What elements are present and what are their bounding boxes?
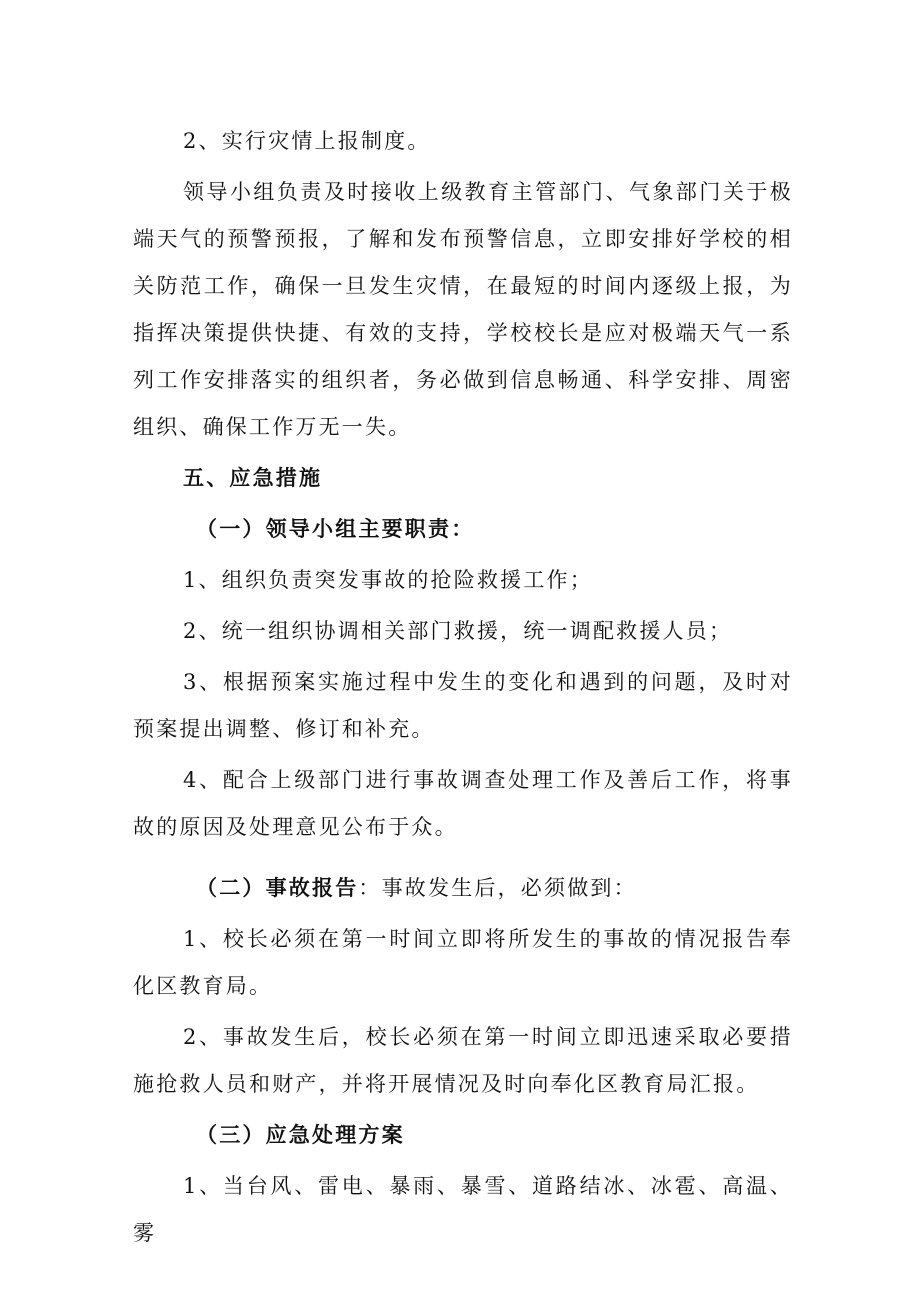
subheading-accident-report-rest: ：事故发生后，必须做到： bbox=[358, 876, 637, 900]
subheading-accident-report bbox=[133, 865, 793, 912]
document-body bbox=[133, 118, 793, 1257]
report-item-1: 1、校长必须在第一时间立即将所发生的事故的情况报告奉化区教育局。 bbox=[133, 927, 793, 998]
duty-item-1: 1、组织负责突发事故的抢险救援工作； bbox=[183, 568, 593, 592]
plan-item-1: 1、当台风、雷电、暴雨、暴雪、道路结冰、冰雹、高温、雾 bbox=[133, 1174, 793, 1245]
subheading-leadership-responsibilities: （一）领导小组主要职责： bbox=[196, 517, 475, 541]
spacer bbox=[133, 851, 793, 865]
section-heading-emergency-measures: 五、应急措施 bbox=[183, 466, 323, 490]
item-report-system: 2、实行灾情上报制度。 bbox=[183, 129, 431, 153]
subheading-accident-report-bold: （二）事故报告 bbox=[196, 876, 359, 900]
duty-item-2: 2、统一组织协调相关部门救援，统一调配救援人员； bbox=[183, 619, 733, 643]
report-item-2: 2、事故发生后，校长必须在第一时间立即迅速采取必要措施抢救人员和财产，并将开展情况及时向奉化区教育局汇报。 bbox=[133, 1025, 793, 1096]
subheading-emergency-plan: （三）应急处理方案 bbox=[196, 1123, 405, 1147]
paragraph-leadership-duty: 领导小组负责及时接收上级教育主管部门、气象部门关于极端天气的预警预报，了解和发布预警信息，立即安排好学校的相关防范工作，确保一旦发生灾情，在最短的时间内逐级上报，为指挥决策提供快捷、有效的支持，学校校长是应对极端天气一系列工作安排落实的组织者，务必做到信息畅通、科学安排、周密组织、确保工作万无一失。 bbox=[133, 180, 793, 439]
duty-item-3: 3、根据预案实施过程中发生的变化和遇到的问题，及时对预案提出调整、修订和补充。 bbox=[133, 670, 793, 741]
duty-item-4: 4、配合上级部门进行事故调查处理工作及善后工作，将事故的原因及处理意见公布于众。 bbox=[133, 768, 793, 839]
